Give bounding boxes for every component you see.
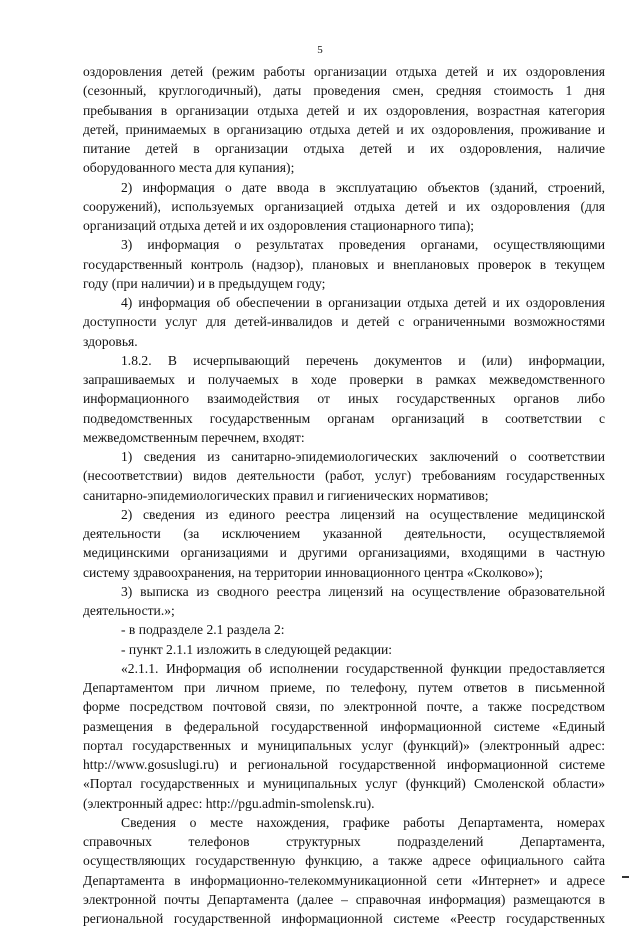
text-line: подведомственных государственным органам организаций в соответствии с: [83, 410, 605, 426]
text-line: размещения в федеральной государственной информационной системе «Единый: [83, 718, 605, 734]
text-line: (электронный адрес: http://pgu.admin-smolensk.ru).: [83, 795, 375, 811]
text-line: 1) сведения из санитарно-эпидемиологических заключений о соответствии: [121, 449, 605, 464]
text-line: справочных телефонов структурных подразделений Департамента,: [83, 834, 605, 849]
text-line: систему здравоохранения, на территории инновационного центра «Сколково»);: [83, 564, 544, 580]
text-line: региональной государственной информационной системе «Реестр государственных: [83, 911, 605, 926]
text-line: пребывания в организации отдыха детей и их оздоровления, возрастная категория: [83, 102, 605, 118]
text-line: запрашиваемых и получаемых в ходе проверки в рамках межведомственного: [83, 372, 605, 387]
text-line: детей, принимаемых в организацию отдыха детей и их оздоровления, проживание и: [83, 121, 605, 137]
text-line: 1.8.2. В исчерпывающий перечень документов и (или) информации,: [121, 352, 605, 368]
text-line: - в подразделе 2.1 раздела 2:: [121, 622, 285, 638]
text-line: 2) сведения из единого реестра лицензий на осуществление медицинской: [121, 506, 605, 522]
text-line: деятельности (за исключением указанной деятельности, осуществляемой: [83, 526, 605, 541]
text-line: межведомственным перечнем, входят:: [83, 429, 305, 445]
text-line: Департамента в информационно-телекоммуникационной сети «Интернет» и адресе: [83, 872, 605, 888]
text-line: 2) информация о дате ввода в эксплуатацию объектов (зданий, строений,: [121, 179, 605, 195]
text-line: электронной почты Департамента (далее – справочная информация) размещаются в: [83, 891, 605, 907]
scan-mark: [622, 876, 629, 878]
page-number: 5: [317, 44, 323, 56]
text-line: государственный контроль (надзор), плановых и внеплановых проверок в текущем: [83, 256, 605, 272]
text-line: оборудованного места для купания);: [83, 160, 295, 176]
text-line: санитарно-эпидемиологических правил и гигиенических нормативов;: [83, 487, 489, 503]
text-line: сооружений), используемых организацией отдыха детей и их оздоровления (для: [83, 198, 605, 214]
text-line: Сведения о месте нахождения, графике работы Департамента, номерах: [121, 814, 605, 830]
text-line: медицинскими организациями и другими организациями, входящими в частную: [83, 545, 605, 561]
text-line: «2.1.1. Информация об исполнении государственной функции предоставляется: [121, 660, 605, 676]
text-line: организаций отдыха детей и их оздоровления стационарного типа);: [83, 218, 475, 233]
text-line: информационного взаимодействия от иных государственных органов либо: [83, 391, 605, 407]
text-line: (сезонный, круглогодичный), даты проведения смен, средняя стоимость 1 дня: [83, 83, 605, 99]
text-line: портал государственных и муниципальных услуг (функций)» (электронный адрес:: [83, 737, 605, 753]
text-line: 4) информация об обеспечении в организации отдыха детей и их оздоровления: [121, 295, 605, 310]
text-line: году (при наличии) и в предыдущем году;: [83, 275, 326, 291]
text-line: здоровья.: [83, 333, 138, 349]
text-line: «Портал государственных и муниципальных услуг (функций) Смоленской области»: [83, 776, 605, 792]
text-line: (несоответствии) видов деятельности (работ, услуг) требованиям государственных: [83, 468, 605, 484]
document-body: [83, 62, 605, 928]
text-line: деятельности.»;: [83, 603, 175, 618]
text-line: форме посредством почтовой связи, по электронной почте, а также посредством: [83, 699, 605, 715]
text-line: http://www.gosuslugi.ru) и региональной государственной информационной системе: [83, 757, 605, 772]
text-line: Департаментом при личном приеме, по телефону, путем ответов в письменной: [83, 680, 605, 695]
text-line: доступности услуг для детей-инвалидов и детей с ограниченными возможностями: [83, 314, 605, 330]
text-line: 3) выписка из сводного реестра лицензий на осуществление образовательной: [121, 583, 605, 599]
text-line: питание детей в организации отдыха детей и их оздоровления, наличие: [83, 141, 605, 156]
text-line: 3) информация о результатах проведения органами, осуществляющими: [121, 237, 605, 253]
text-line: осуществляющих государственную функцию, а также адресе официального сайта: [83, 853, 605, 869]
text-line: - пункт 2.1.1 изложить в следующей редакции:: [121, 641, 393, 657]
text-line: оздоровления детей (режим работы организации отдыха детей и их оздоровления: [83, 64, 605, 79]
